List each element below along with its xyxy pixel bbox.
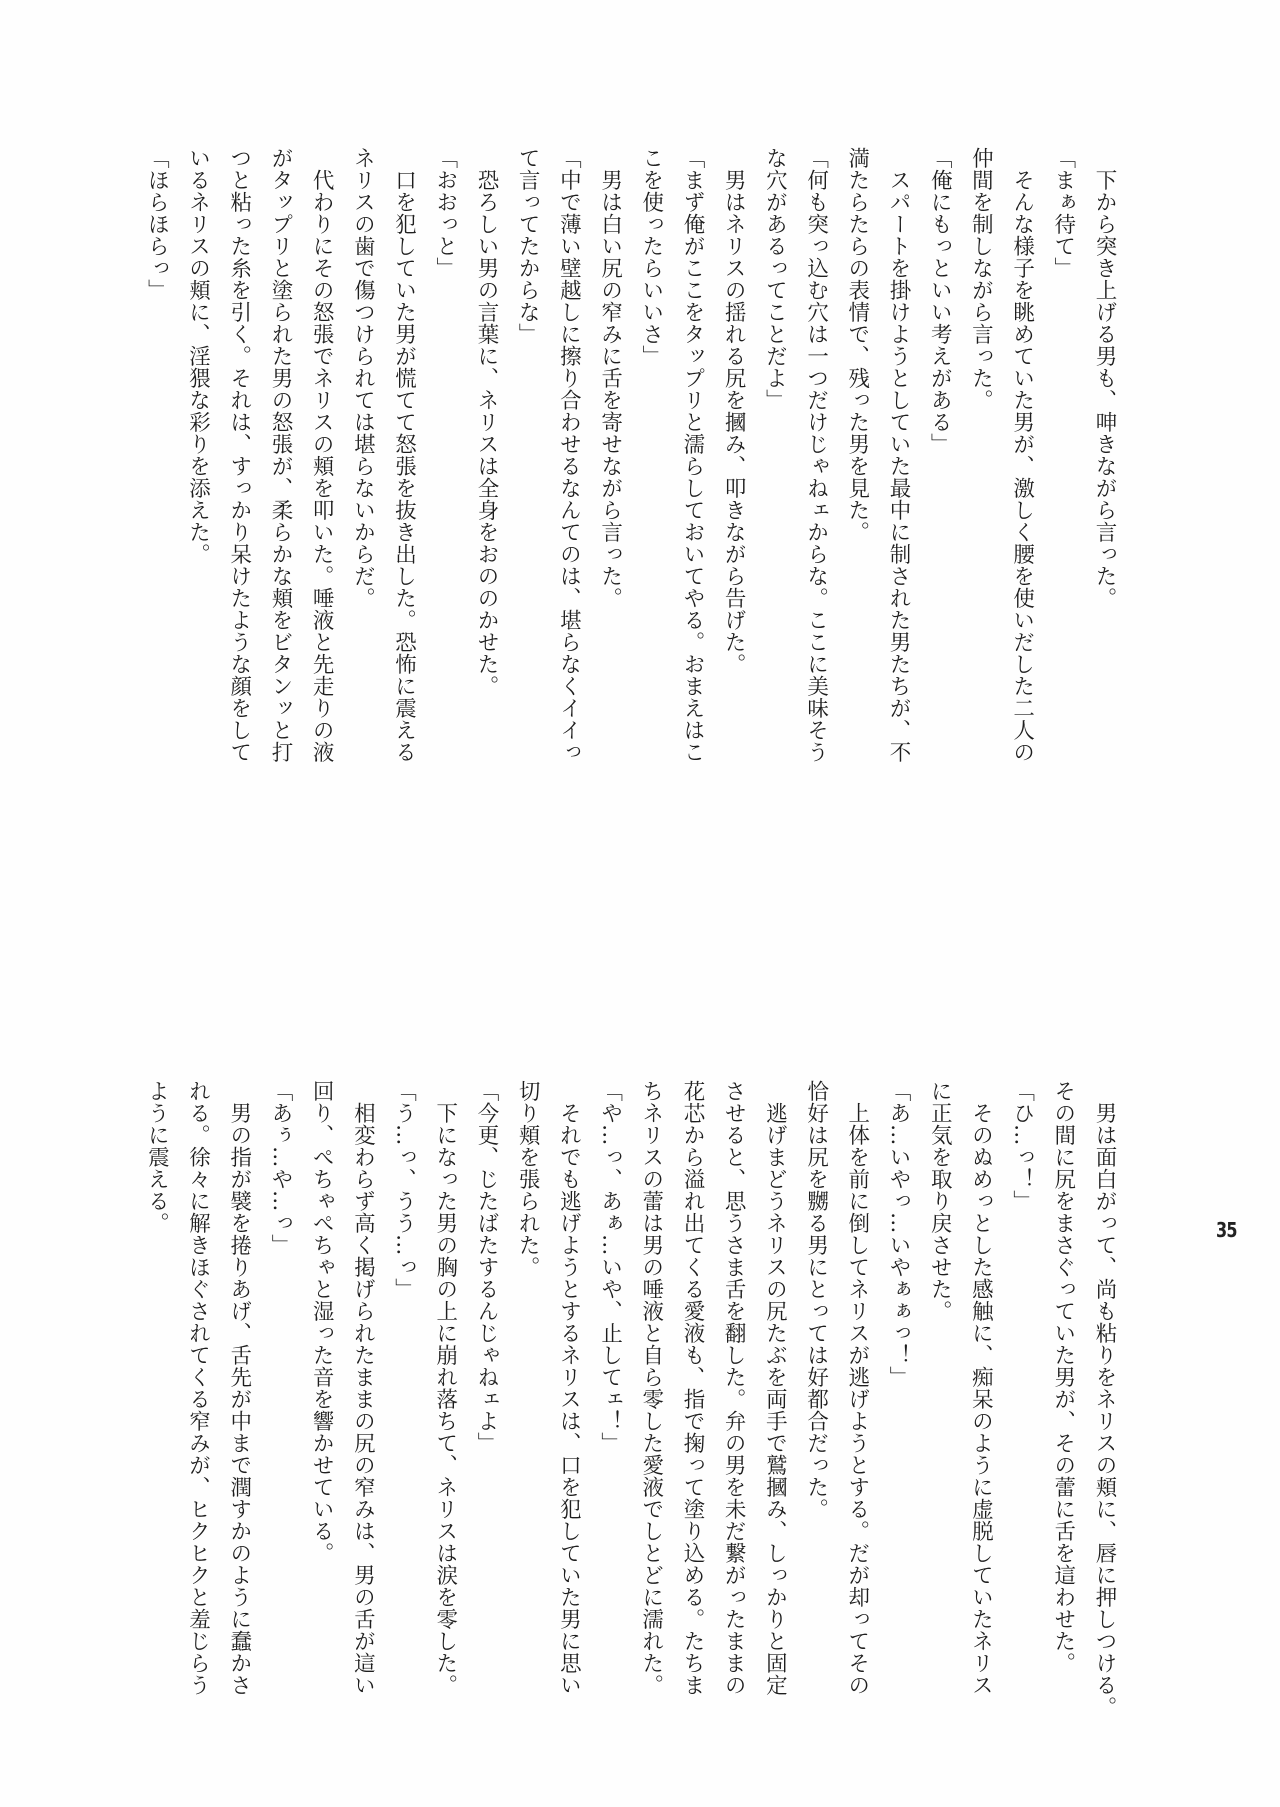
text-line: ちネリスの蕾は男の唾液と自ら零した愛液でしとどに濡れた。 xyxy=(638,1080,664,1696)
text-line: 男はネリスの揺れる尻を摑み、叩きながら告げた。 xyxy=(721,147,747,675)
text-line: 相変わらず高く掲げられたままの尻の窄みは、男の舌が這い xyxy=(350,1080,376,1696)
text-line: 口を犯していた男が慌てて怒張を抜き出した。恐怖に震える xyxy=(391,147,417,763)
text-line: 「あぅ…や…っ」 xyxy=(267,1080,293,1256)
text-line: つと粘った糸を引く。それは、すっかり呆けたような顔をして xyxy=(226,147,252,763)
text-line: その間に尻をまさぐっていた男が、その蕾に舌を這わせた。 xyxy=(1050,1080,1076,1674)
text-line: 「まぁ待て」 xyxy=(1050,147,1076,279)
text-line: そのぬめっとした感触に、痴呆のように虚脱していたネリス xyxy=(968,1080,994,1696)
text-line: 男は白い尻の窄みに舌を寄せながら言った。 xyxy=(597,147,623,609)
text-line: させると、思うさま舌を翻した。弁の男を未だ繋がったままの xyxy=(721,1080,747,1696)
text-line: 「あ…いやっ…いやぁぁっ！」 xyxy=(885,1080,911,1388)
text-line: な穴があるってことだよ」 xyxy=(762,147,788,411)
text-line: に正気を取り戻させた。 xyxy=(927,1080,953,1322)
text-line: 「今更、じたばたするんじゃねェよ」 xyxy=(473,1080,499,1454)
text-line: ネリスの歯で傷つけられては堪らないからだ。 xyxy=(350,147,376,609)
text-block-upper xyxy=(144,147,1125,827)
text-line: 「中で薄い壁越しに擦り合わせるなんてのは、堪らなくイイっ xyxy=(556,147,582,763)
text-line: ように震える。 xyxy=(144,1080,170,1234)
text-line: 「俺にもっといい考えがある」 xyxy=(927,147,953,455)
text-line: 満たらたらの表情で、残った男を見た。 xyxy=(844,147,870,543)
text-block-lower xyxy=(145,1080,1125,1760)
text-line: 「何も突っ込む穴は一つだけじゃねェからな。ここに美味そう xyxy=(803,147,829,763)
text-line: 回り、ぺちゃぺちゃと湿った音を響かせている。 xyxy=(309,1080,335,1564)
text-line: いるネリスの頬に、淫猥な彩りを添えた。 xyxy=(185,147,211,565)
text-line: 男は面白がって、尚も粘りをネリスの頬に、唇に押しつける。 xyxy=(1092,1080,1117,1718)
text-line: て言ってたからな」 xyxy=(515,147,541,345)
text-line: 「う…っ、うう…っ」 xyxy=(391,1080,417,1300)
text-line: れる。徐々に解きほぐされてくる窄みが、ヒクヒクと羞じらう xyxy=(185,1080,211,1696)
text-line: スパートを掛けようとしていた最中に制された男たちが、不 xyxy=(885,147,911,763)
text-line: 恰好は尻を嬲る男にとっては好都合だった。 xyxy=(803,1080,829,1520)
text-line: 下から突き上げる男も、呻きながら言った。 xyxy=(1092,147,1117,609)
text-line: そんな様子を眺めていた男が、激しく腰を使いだした二人の xyxy=(1009,147,1035,763)
page-number: 35 xyxy=(1216,1218,1237,1242)
text-line: 「おおっと」 xyxy=(432,147,458,279)
text-line: 「ほらほらっ」 xyxy=(144,147,170,301)
text-line: 恐ろしい男の言葉に、ネリスは全身をおののかせた。 xyxy=(473,147,499,697)
text-line: がタップリと塗られた男の怒張が、柔らかな頬をビタンッと打 xyxy=(267,147,293,763)
text-line: こを使ったらいいさ」 xyxy=(638,147,664,367)
text-line: 「ひ…っ！」 xyxy=(1009,1080,1035,1212)
text-line: 男の指が襞を捲りあげ、舌先が中まで潤すかのように蠢かさ xyxy=(226,1080,252,1696)
text-line: 仲間を制しながら言った。 xyxy=(968,147,994,411)
text-line: それでも逃げようとするネリスは、口を犯していた男に思い xyxy=(556,1080,582,1696)
text-line: 代わりにその怒張でネリスの頬を叩いた。唾液と先走りの液 xyxy=(309,147,335,763)
text-line: 花芯から溢れ出てくる愛液も、指で掬って塗り込める。たちま xyxy=(679,1080,705,1696)
text-line: 「や…っ、あぁ…いや、止してェ！」 xyxy=(597,1080,623,1454)
text-line: 逃げまどうネリスの尻たぶを両手で鷲摑み、しっかりと固定 xyxy=(762,1080,788,1696)
text-line: 「まず俺がここをタップリと濡らしておいてやる。おまえはこ xyxy=(679,147,705,763)
text-line: 上体を前に倒してネリスが逃げようとする。だが却ってその xyxy=(844,1080,870,1696)
text-line: 下になった男の胸の上に崩れ落ちて、ネリスは涙を零した。 xyxy=(432,1080,458,1696)
text-line: 切り頬を張られた。 xyxy=(515,1080,541,1278)
